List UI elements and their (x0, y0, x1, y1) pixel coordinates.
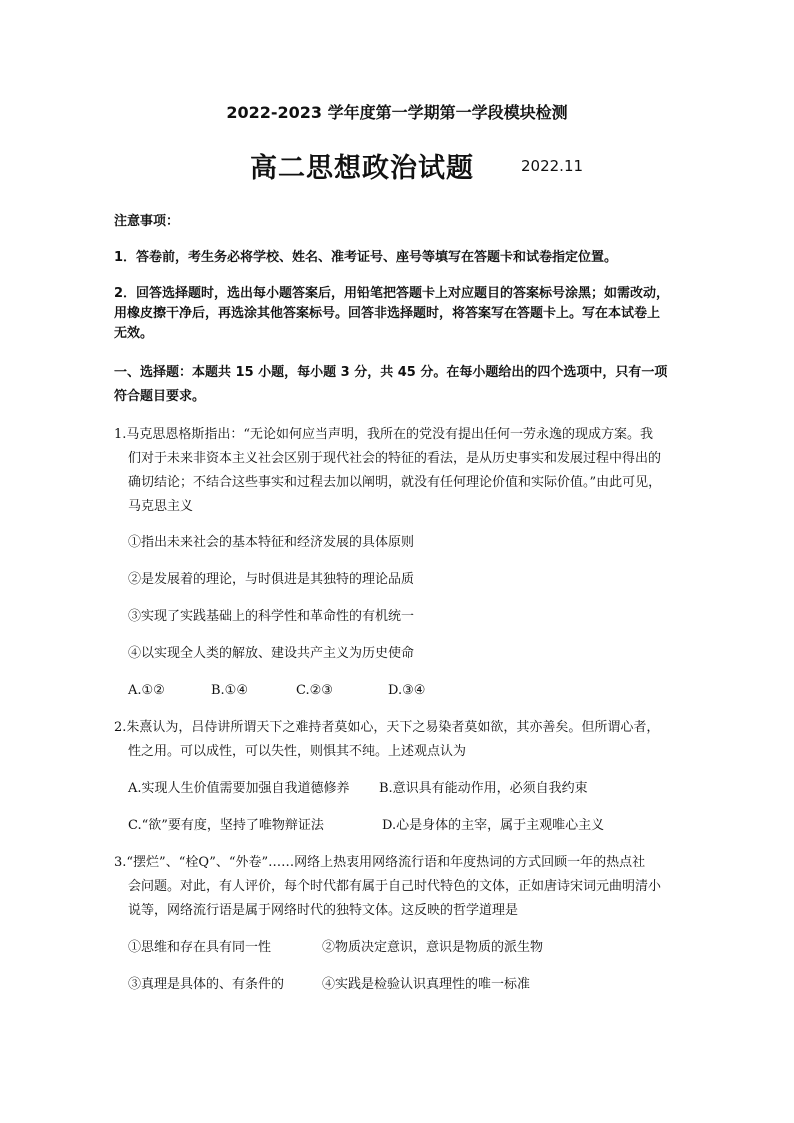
q2-option-d: D.心是身体的主宰，属于主观唯心主义 (382, 818, 605, 833)
notice-item-2-line: 2．回答选择题时，选出每小题答案后，用铅笔把答题卡上对应题目的答案标号涂黑；如需改动， (114, 286, 670, 301)
notice-item-2-line: 无效。 (114, 326, 154, 341)
section-heading-line: 一、选择题：本题共 15 小题，每小题 3 分，共 45 分。在每小题给出的四个选项中，只有一项 (114, 365, 668, 380)
exam-title: 高二思想政治试题 (250, 153, 474, 184)
notice-item-1: 1．答卷前，考生务必将学校、姓名、准考证号、座号等填写在答题卡和试卷指定位置。 (114, 250, 618, 265)
q1-option-c: C.②③ (296, 683, 333, 698)
q1-stem-line: 确切结论；不结合这些事实和过程去加以阐明，就没有任何理论价值和实际价值。”由此可见， (128, 475, 662, 490)
q1-item: ③实现了实践基础上的科学性和革命性的有机统一 (128, 609, 415, 624)
q2-option-b: B.意识具有能动作用，必须自我约束 (379, 781, 588, 796)
notice-heading: 注意事项： (114, 214, 180, 229)
q3-stem-line: 3.“摆烂”、“栓Q”、“外卷”……网络上热衷用网络流行语和年度热词的方式回顾一年的热点社 (114, 855, 646, 870)
q3-item: ①思维和存在具有同一性 (128, 940, 272, 955)
q3-item: ②物质决定意识，意识是物质的派生物 (322, 940, 544, 955)
q1-stem-line: 1.马克思恩格斯指出：“无论如何应当声明，我所在的党没有提出任何一劳永逸的现成方案。我 (114, 427, 654, 442)
q1-option-d: D.③④ (388, 683, 426, 698)
q3-item: ④实践是检验认识真理性的唯一标准 (322, 977, 531, 992)
q1-item: ②是发展着的理论，与时俱进是其独特的理论品质 (128, 572, 415, 587)
section-heading-line: 符合题目要求。 (114, 389, 206, 404)
q3-stem-line: 会问题。对此，有人评价，每个时代都有属于自己时代特色的文体，正如唐诗宋词元曲明清小 (128, 879, 662, 894)
q1-stem-line: 们对于未来非资本主义社会区别于现代社会的特征的看法，是从历史事实和发展过程中得出的 (128, 451, 662, 466)
exam-supertitle: 2022-2023 学年度第一学期第一学段模块检测 (226, 103, 568, 122)
exam-date: 2022.11 (521, 157, 584, 175)
q2-stem-line: 2.朱熹认为，吕侍讲所谓天下之难持者莫如心，天下之易染者莫如欲，其亦善矣。但所谓心者， (114, 720, 660, 735)
q3-item: ③真理是具体的、有条件的 (128, 977, 285, 992)
q1-option-a: A.①② (128, 683, 165, 698)
q2-option-c: C.“欲”要有度，坚持了唯物辩证法 (128, 818, 324, 833)
q2-stem-line: 性之用。可以成性，可以失性，则惧其不纯。上述观点认为 (128, 744, 467, 759)
q2-option-a: A.实现人生价值需要加强自我道德修养 (128, 781, 350, 796)
q1-item: ④以实现全人类的解放、建设共产主义为历史使命 (128, 646, 415, 661)
q1-item: ①指出未来社会的基本特征和经济发展的具体原则 (128, 535, 415, 550)
q3-stem-line: 说等，网络流行语是属于网络时代的独特文体。这反映的哲学道理是 (128, 903, 519, 918)
q1-stem-line: 马克思主义 (128, 499, 194, 514)
notice-item-2-line: 用橡皮擦干净后，再选涂其他答案标号。回答非选择题时，将答案写在答题卡上。写在本试卷上 (114, 306, 661, 321)
q1-option-b: B.①④ (211, 683, 248, 698)
